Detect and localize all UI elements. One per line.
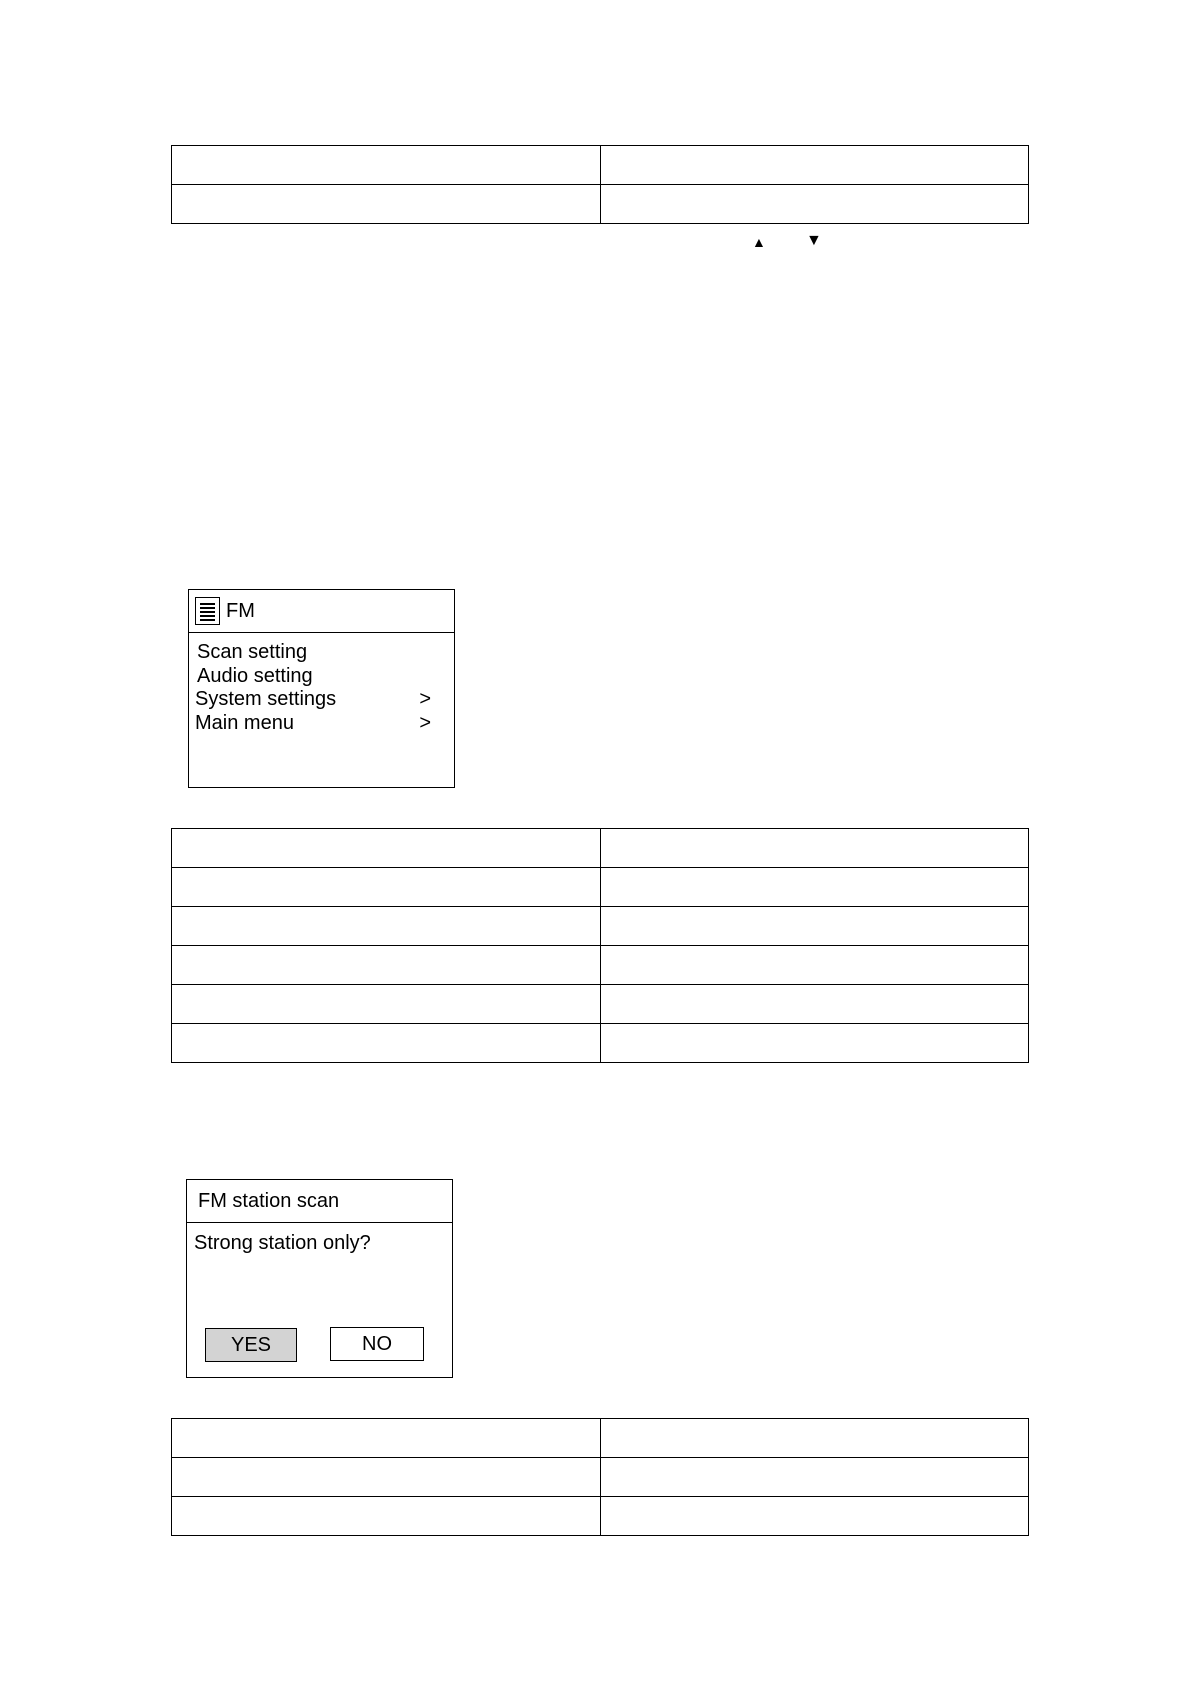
chevron-right-icon: > [419, 711, 431, 734]
menu-item-label: Audio setting [197, 664, 313, 687]
screen-title: FM [226, 599, 255, 622]
table-cell [172, 1419, 601, 1458]
table-cell [172, 1024, 601, 1063]
table-cell [172, 1497, 601, 1536]
table-row [172, 146, 1029, 185]
table-row [172, 907, 1029, 946]
table-cell [600, 907, 1029, 946]
fm-scan-screen [186, 1179, 453, 1378]
table-top [171, 145, 1029, 224]
table-cell [172, 146, 601, 185]
menu-item-system-settings[interactable] [189, 688, 454, 712]
menu-item-audio-setting[interactable] [189, 665, 454, 689]
menu-item-label: System settings [195, 688, 337, 710]
table-bottom [171, 1418, 1029, 1536]
table-row [172, 185, 1029, 224]
menu-list-icon [195, 597, 220, 625]
table-cell [600, 1458, 1029, 1497]
chevron-right-icon: > [419, 688, 431, 710]
fm-menu-screen [188, 589, 455, 788]
table-cell [600, 868, 1029, 907]
down-arrow-icon: ▼ [806, 232, 822, 249]
table-cell [172, 1458, 601, 1497]
no-button[interactable]: NO [330, 1327, 424, 1361]
table-cell [600, 829, 1029, 868]
table-cell [172, 185, 601, 224]
table-cell [600, 985, 1029, 1024]
table-cell [172, 907, 601, 946]
table-cell [600, 1497, 1029, 1536]
table-row [172, 868, 1029, 907]
menu-item-scan-setting[interactable] [189, 641, 454, 665]
table-cell [600, 185, 1029, 224]
table-row [172, 1419, 1029, 1458]
table-cell [172, 985, 601, 1024]
table-cell [172, 829, 601, 868]
table-middle [171, 828, 1029, 1063]
table-cell [600, 1419, 1029, 1458]
menu-item-label: Scan setting [197, 641, 308, 663]
table-cell [172, 946, 601, 985]
table-row [172, 829, 1029, 868]
table-row [172, 985, 1029, 1024]
table-cell [172, 868, 601, 907]
screen-header [187, 1180, 452, 1223]
table-cell [600, 1024, 1029, 1063]
table-row [172, 946, 1029, 985]
table-row [172, 1024, 1029, 1063]
screen-header [189, 590, 454, 633]
menu-item-main-menu[interactable] [189, 712, 454, 736]
table-cell [600, 946, 1029, 985]
table-row [172, 1497, 1029, 1536]
scan-question: Strong station only? [194, 1232, 371, 1254]
table-cell [600, 146, 1029, 185]
table-row [172, 1458, 1029, 1497]
yes-button[interactable]: YES [205, 1328, 297, 1362]
menu-list [189, 633, 454, 735]
screen-title: FM station scan [198, 1189, 340, 1212]
up-arrow-icon: ▲ [752, 234, 766, 250]
menu-item-label: Main menu [195, 711, 294, 734]
